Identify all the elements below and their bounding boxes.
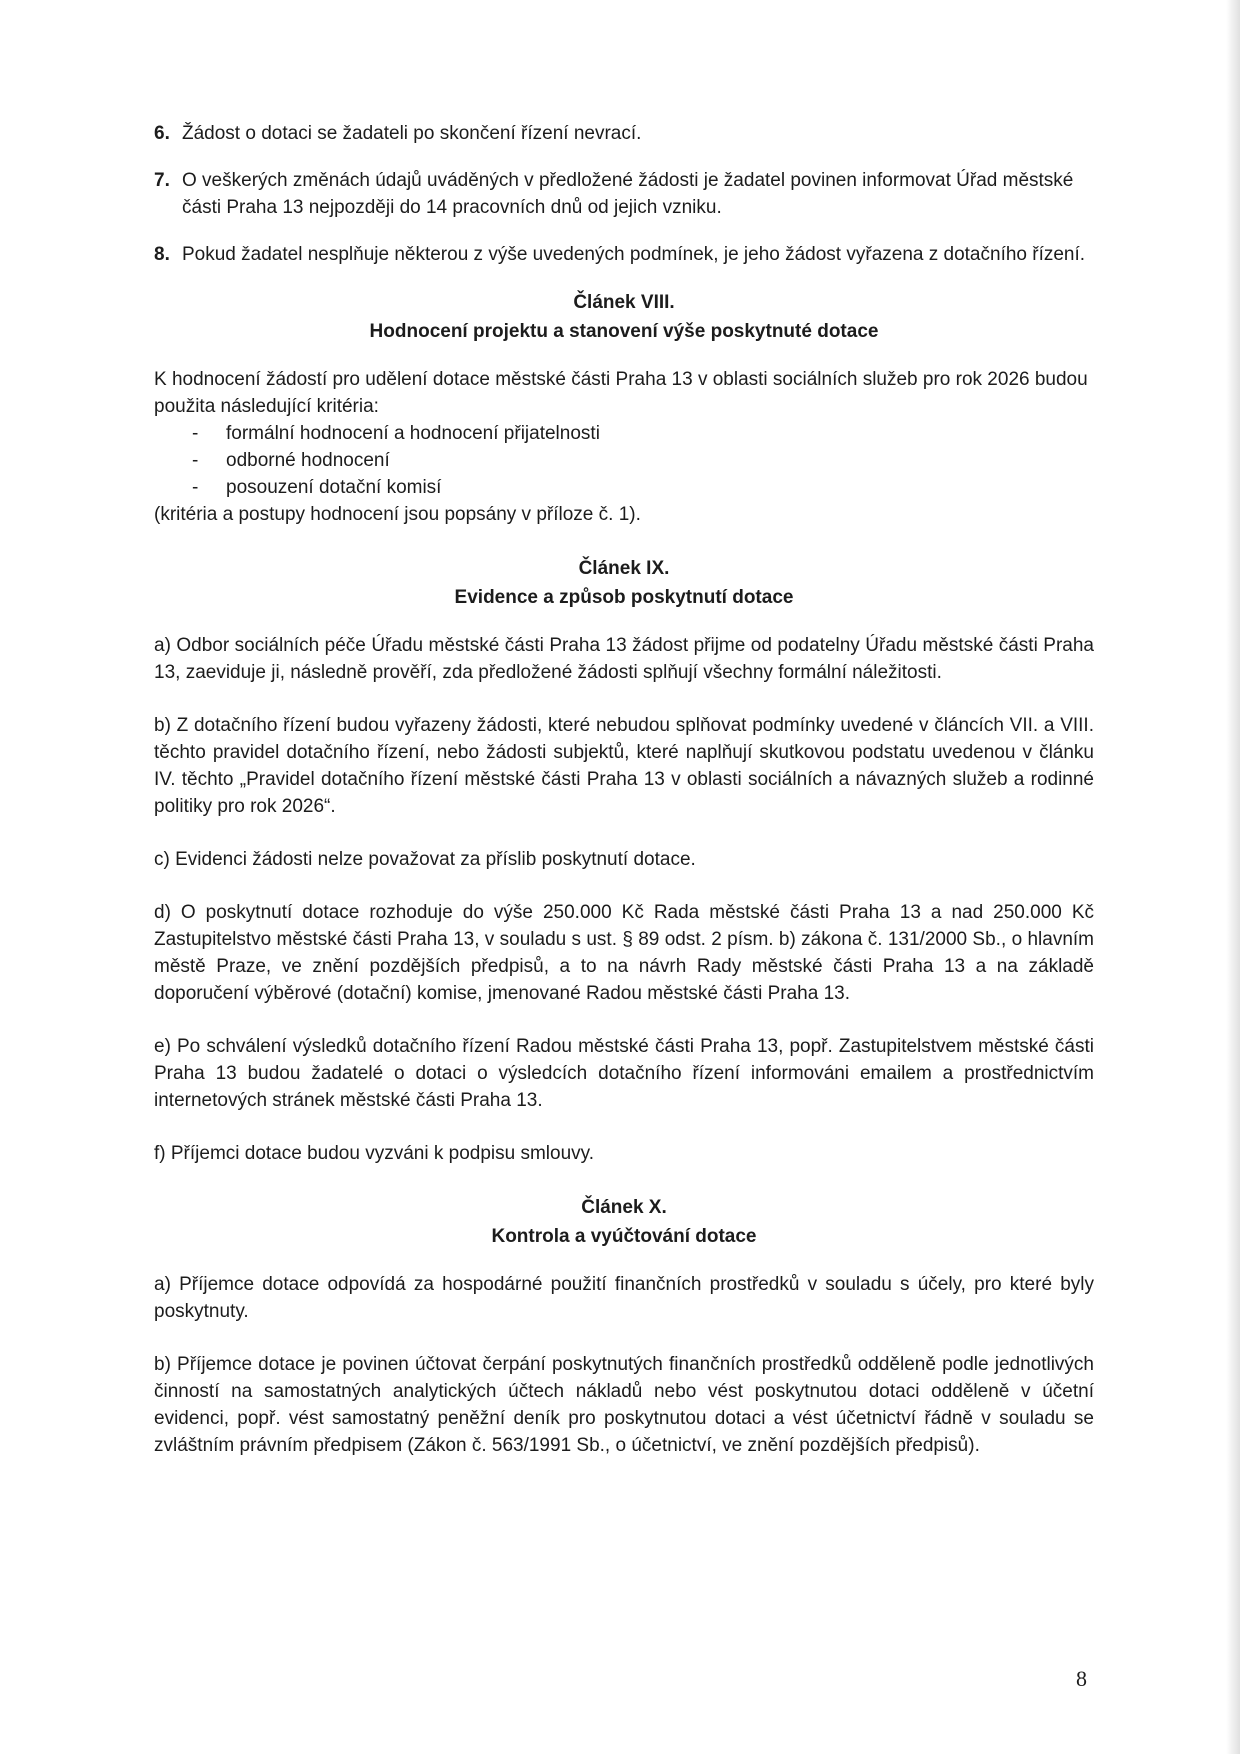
item-number: 7. (154, 170, 170, 191)
article-10-heading (154, 1193, 1094, 1251)
page-number: 8 (1076, 1666, 1087, 1691)
article-title: Hodnocení projektu a stanovení výše poskytnuté dotace (369, 321, 879, 342)
item-text: O veškerých změnách údajů uváděných v předložené žádosti je žadatel povinen informovat Úřad městské části Praha 13 nejpozději do 14 pracovních dnů od jejich vzniku. (182, 170, 1074, 218)
item-number: 8. (154, 244, 170, 265)
item-text: Pokud žadatel nesplňuje některou z výše uvedených podmínek, je jeho žádost vyřazena z dotačního řízení. (182, 244, 1086, 265)
criteria-note: (kritéria a postupy hodnocení jsou popsány v příloze č. 1). (154, 504, 641, 525)
article-title: Evidence a způsob poskytnutí dotace (454, 587, 794, 608)
article-9-paragraph-c: c) Evidenci žádosti nelze považovat za příslib poskytnutí dotace. (154, 849, 696, 870)
criteria-list (154, 420, 1094, 501)
list-item: - formální hodnocení a hodnocení přijatelnosti (192, 423, 600, 444)
article-9-paragraph-d: d) O poskytnutí dotace rozhoduje do výše 250.000 Kč Rada městské části Praha 13 a nad 250.000 Kč Zastupitelstvo městské části Praha 13, v souladu s ust. § 89 odst. 2 písm. b) zákona č. 131/2000 Sb., o hlavním městě Praze, ve znění pozdějších předpisů, a to na návrh Rady městské části Praha 13 a na základě doporučení výběrové (dotační) komise, jmenované Radou městské části Praha 13. (154, 902, 1094, 1004)
list-item: - posouzení dotační komisí (192, 477, 442, 498)
article-label: Článek VIII. (573, 292, 675, 313)
scan-edge-shadow (1226, 0, 1240, 1754)
numbered-item-7 (154, 167, 1094, 221)
article-9-paragraph-a: a) Odbor sociálních péče Úřadu městské části Praha 13 žádost přijme od podatelny Úřadu městské části Praha 13, zaeviduje ji, následně prověří, zda předložené žádosti splňují všechny formální náležitosti. (154, 635, 1094, 683)
item-number: 6. (154, 123, 170, 144)
item-text: Žádost o dotaci se žadateli po skončení řízení nevrací. (182, 123, 642, 144)
article-9-paragraph-b: b) Z dotačního řízení budou vyřazeny žádosti, které nebudou splňovat podmínky uvedené v článcích VII. a VIII. těchto pravidel dotačního řízení, nebo žádosti subjektů, které naplňují skutkovou podstatu uvedenou v článku IV. těchto „Pravidel dotačního řízení městské části Praha 13 v oblasti sociálních a návazných služeb a rodinné politiky pro rok 2026“. (154, 715, 1094, 817)
article-8-body (154, 366, 1094, 528)
numbered-item-8 (154, 241, 1094, 268)
document-page (154, 120, 1094, 1485)
criteria-intro: K hodnocení žádostí pro udělení dotace městské části Praha 13 v oblasti sociálních služeb pro rok 2026 budou použita následující kritéria: (154, 369, 1088, 417)
article-label: Článek X. (581, 1197, 667, 1218)
article-8-heading (154, 288, 1094, 346)
article-10-paragraph-a: a) Příjemce dotace odpovídá za hospodárné použití finančních prostředků v souladu s účely, pro které byly poskytnuty. (154, 1274, 1094, 1322)
article-9-paragraph-e: e) Po schválení výsledků dotačního řízení Radou městské části Praha 13, popř. Zastupitelstvem městské části Praha 13 budou žadatelé o dotaci o výsledcích dotačního řízení informováni emailem a prostřednictvím internetových stránek městské části Praha 13. (154, 1036, 1094, 1111)
numbered-item-6 (154, 120, 1094, 147)
article-9-paragraph-f: f) Příjemci dotace budou vyzváni k podpisu smlouvy. (154, 1143, 595, 1164)
article-9-heading (154, 554, 1094, 612)
article-title: Kontrola a vyúčtování dotace (491, 1226, 757, 1247)
article-10-paragraph-b: b) Příjemce dotace je povinen účtovat čerpání poskytnutých finančních prostředků odděleně podle jednotlivých činností na samostatných analytických účtech nákladů nebo vést poskytnutou dotaci odděleně v účetní evidenci, popř. vést samostatný peněžní deník pro poskytnutou dotaci a vést účetnictví řádně v souladu se zvláštním právním předpisem (Zákon č. 563/1991 Sb., o účetnictví, ve znění pozdějších předpisů). (154, 1354, 1094, 1456)
list-item: - odborné hodnocení (192, 450, 390, 471)
article-label: Článek IX. (578, 558, 670, 579)
